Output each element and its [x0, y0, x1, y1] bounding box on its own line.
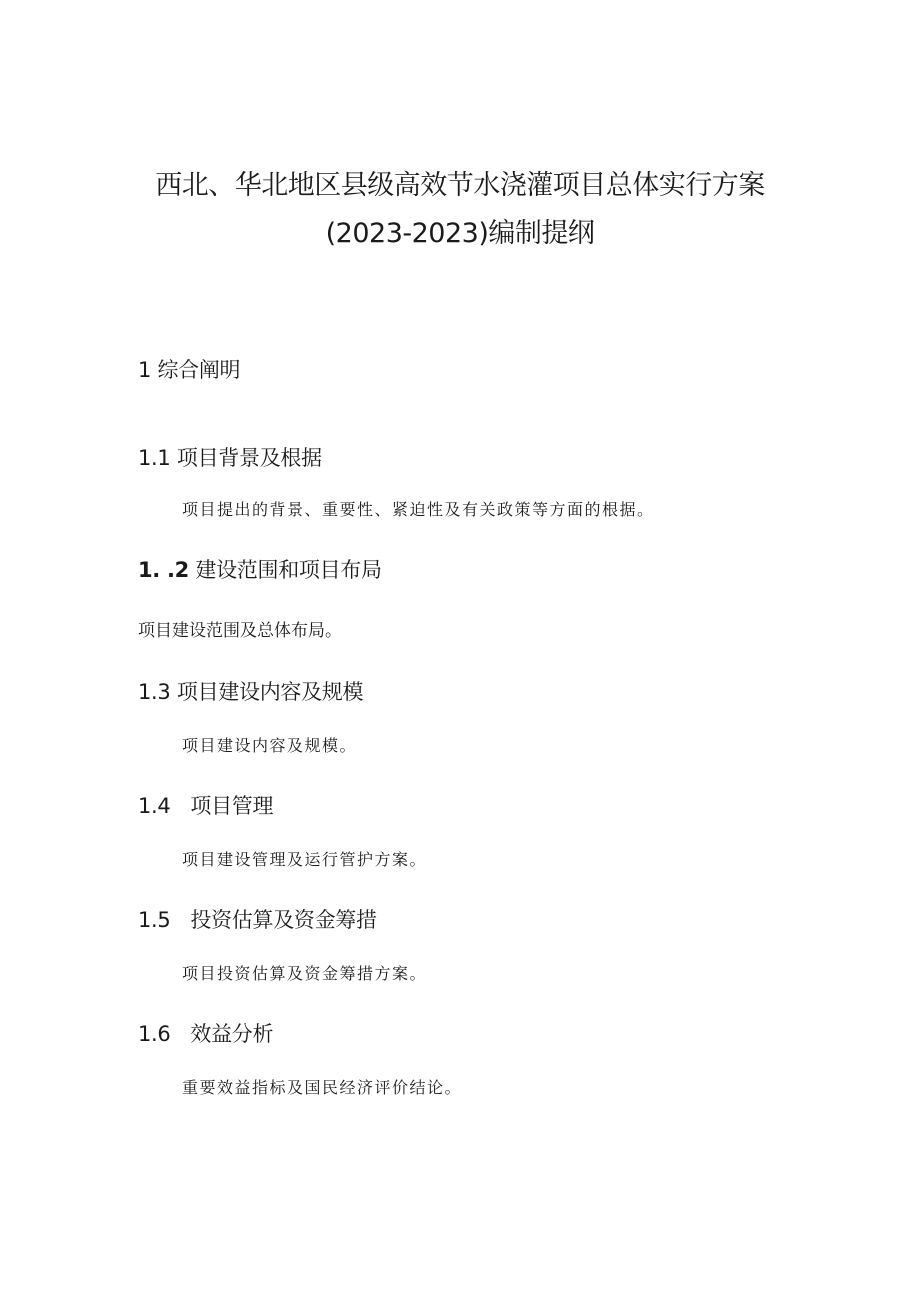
section-title: 建设范围和项目布局 [195, 558, 382, 582]
section-number: 1. .2 [138, 558, 189, 582]
section-number: 1.6 [138, 1022, 171, 1046]
section-heading-1-4 [138, 792, 273, 820]
section-body-1-1: 项目提出的背景、重要性、紧迫性及有关政策等方面的根据。 [182, 500, 655, 519]
section-body-1-5: 项目投资估算及资金筹措方案。 [182, 964, 428, 983]
section-heading-1-2 [138, 556, 382, 584]
section-title: 项目管理 [190, 794, 274, 818]
section-heading-1-3 [138, 678, 363, 706]
section-heading-1-5 [138, 906, 377, 934]
section-number: 1.1 [138, 446, 171, 470]
section-title: 项目建设内容及规模 [176, 680, 364, 704]
section-heading-1-6 [138, 1020, 273, 1048]
document-title-line-1: 西北、华北地区县级高效节水浇灌项目总体实行方案 [155, 170, 765, 201]
section-heading-1-1 [138, 444, 322, 472]
section-title: 综合阐明 [157, 358, 241, 382]
section-number: 1 [138, 358, 152, 382]
section-body-1-2: 项目建设范围及总体布局。 [138, 621, 342, 641]
section-body-1-3: 项目建设内容及规模。 [182, 736, 358, 755]
section-heading-1 [138, 356, 240, 384]
section-body-1-6: 重要效益指标及国民经济评价结论。 [182, 1078, 463, 1097]
section-title: 效益分析 [190, 1022, 274, 1046]
section-title: 项目背景及根据 [176, 446, 322, 470]
section-body-1-4: 项目建设管理及运行管护方案。 [182, 850, 428, 869]
section-number: 1.4 [138, 794, 171, 818]
section-number: 1.3 [138, 680, 171, 704]
document-title-line-2: (2023-2023)编制提纲 [325, 218, 595, 249]
section-title: 投资估算及资金筹措 [190, 908, 377, 932]
section-number: 1.5 [138, 908, 171, 932]
